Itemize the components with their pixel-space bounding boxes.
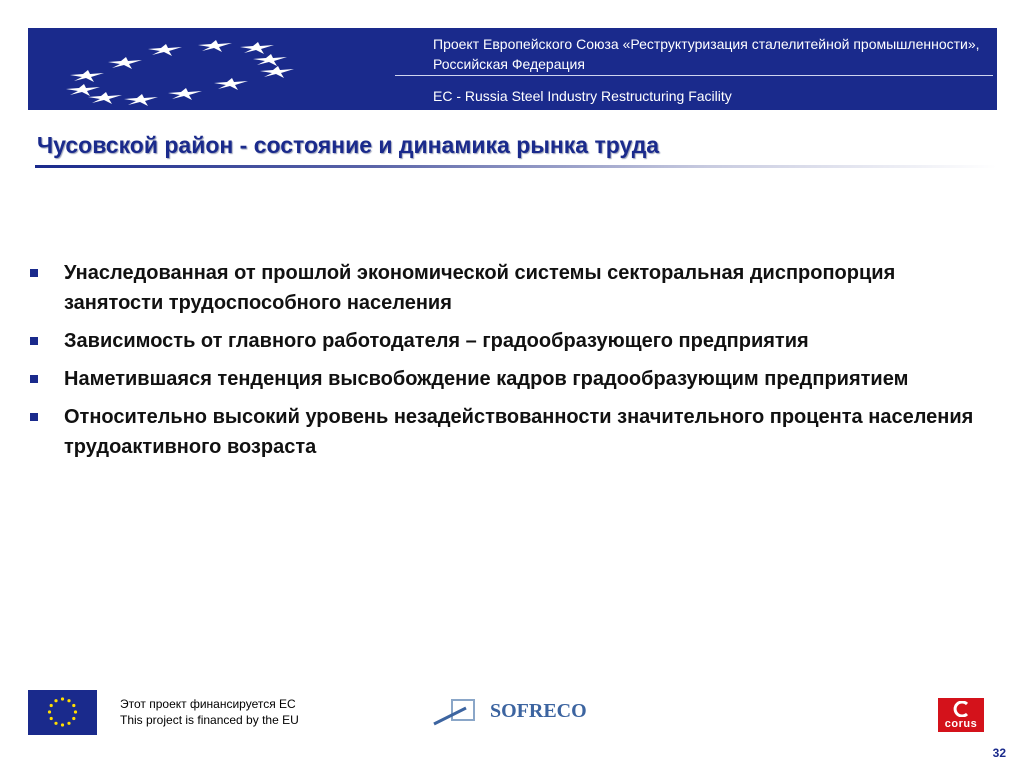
corus-label: corus — [944, 718, 978, 730]
square-bullet-icon — [30, 375, 38, 383]
square-bullet-icon — [30, 269, 38, 277]
project-title-ru: Проект Европейского Союза «Реструктуризация сталелитейной промышленности», Российская Федерация — [433, 36, 980, 72]
header-divider — [395, 75, 993, 76]
sofreco-logo — [432, 694, 592, 730]
slide-title: Чусовской район - состояние и динамика рынка труда — [37, 132, 660, 158]
eu-stars-icon — [28, 28, 418, 110]
bullet-item — [30, 258, 990, 318]
corus-mark-icon — [952, 701, 970, 717]
header-text — [433, 28, 993, 110]
page-number: 32 — [992, 746, 1006, 760]
bullet-item — [30, 326, 990, 356]
bullet-text: Наметившаяся тенденция высвобождение кадров градообразующим предприятием — [64, 368, 909, 390]
bullet-text: Относительно высокий уровень незадействованности значительного процента населения трудоактивного возраста — [64, 406, 974, 458]
bullet-item — [30, 364, 990, 394]
corus-logo — [938, 698, 984, 732]
financing-note — [120, 696, 299, 728]
sofreco-mark-icon — [432, 694, 488, 730]
header-banner — [28, 28, 997, 110]
financing-note-en: This project is financed by the EU — [120, 713, 299, 727]
sofreco-label: SOFRECO — [490, 700, 587, 722]
project-title-en: EC - Russia Steel Industry Restructuring Facility — [433, 88, 732, 104]
bullet-list — [30, 258, 990, 470]
eu-flag-icon — [28, 690, 97, 735]
square-bullet-icon — [30, 337, 38, 345]
square-bullet-icon — [30, 413, 38, 421]
financing-note-ru: Этот проект финансируется ЕС — [120, 697, 296, 711]
title-underline — [35, 165, 997, 168]
bullet-text: Зависимость от главного работодателя – градообразующего предприятия — [64, 330, 809, 352]
bullet-item — [30, 402, 990, 462]
bullet-text: Унаследованная от прошлой экономической системы секторальная диспропорция занятости трудоспособного населения — [64, 262, 896, 314]
